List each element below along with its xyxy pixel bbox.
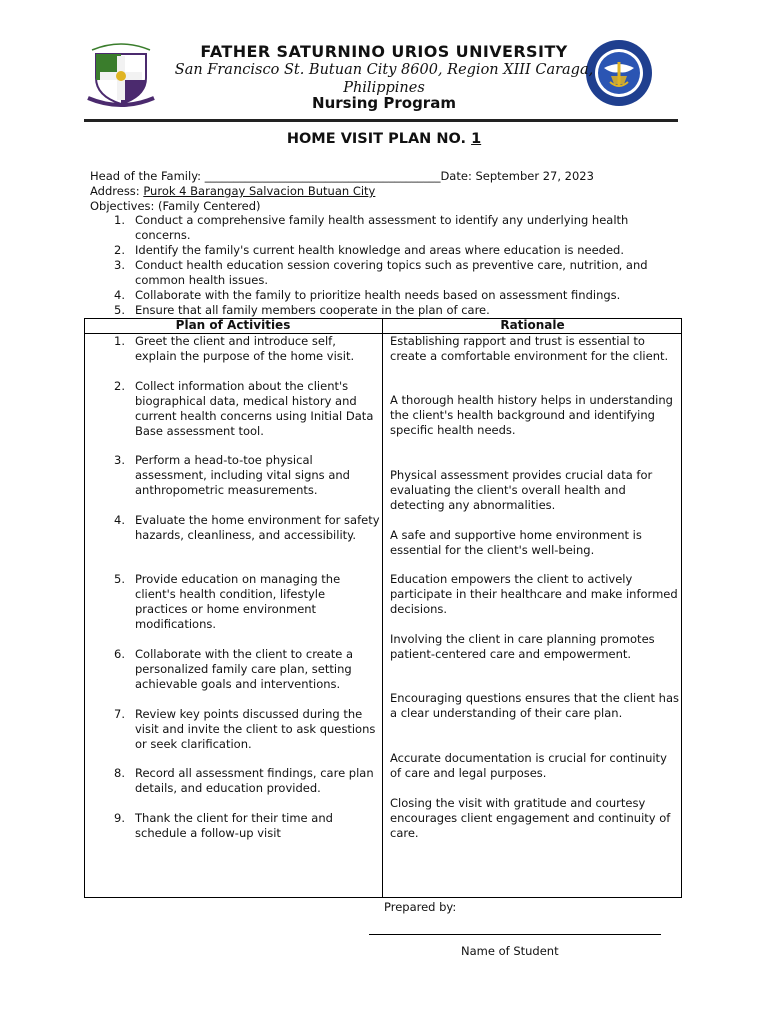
page-title bbox=[0, 131, 768, 147]
objectives-list bbox=[90, 213, 690, 318]
activity-item: 5. Provide education on managing the client's health condition, lifestyle practices or home environment modifications. bbox=[114, 572, 341, 631]
rationale-item: Education empowers the client to actively participate in their healthcare and make informed decisions. bbox=[390, 572, 678, 616]
student-name-label: Name of Student bbox=[461, 944, 559, 958]
address-line-1: San Francisco St. Butuan City 8600, Region XIII Caraga, bbox=[174, 62, 594, 78]
address-line-2: Philippines bbox=[343, 80, 425, 96]
address-value: Purok 4 Barangay Salvacion Butuan City bbox=[143, 184, 376, 198]
activity-item: 4. Evaluate the home environment for safety hazards, cleanliness, and accessibility. bbox=[114, 513, 380, 542]
objective-item: 3. Conduct health education session covering topics such as preventive care, nutrition, and common health issues. bbox=[114, 258, 648, 287]
header-divider bbox=[84, 119, 678, 122]
rationale-item: Accurate documentation is crucial for continuity of care and legal purposes. bbox=[390, 751, 667, 780]
objective-item: 4. Collaborate with the family to prioritize health needs based on assessment findings. bbox=[114, 288, 621, 302]
rationale-item: Physical assessment provides crucial data for evaluating the client's overall health and detecting any abnormalities. bbox=[390, 468, 653, 512]
objective-item: 2. Identify the family's current health knowledge and areas where education is needed. bbox=[114, 243, 624, 257]
table-column-divider bbox=[382, 318, 383, 898]
head-of-family-line bbox=[90, 169, 594, 183]
head-label: Head of the Family: bbox=[90, 169, 205, 183]
rationale-item: A thorough health history helps in understanding the client's health background and identifying specific health needs. bbox=[390, 393, 673, 437]
prepared-by-label: Prepared by: bbox=[384, 900, 457, 914]
activity-item: 6. Collaborate with the client to create a personalized family care plan, setting achievable goals and interventions. bbox=[114, 647, 354, 691]
rationale-item: A safe and supportive home environment is essential for the client's well-being. bbox=[390, 528, 642, 557]
activity-item: 2. Collect information about the client's biographical data, medical history and current health concerns using Initial Data Base assessment tool. bbox=[114, 379, 374, 438]
university-name: FATHER SATURNINO URIOS UNIVERSITY bbox=[200, 42, 568, 61]
objective-item: 1. Conduct a comprehensive family health assessment to identify any underlying health concerns. bbox=[114, 213, 629, 242]
rationale-item: Encouraging questions ensures that the client has a clear understanding of their care plan. bbox=[390, 691, 679, 720]
column-header-rationale: Rationale bbox=[500, 318, 565, 332]
date-value: September 27, 2023 bbox=[475, 169, 594, 183]
activity-item: 9. Thank the client for their time and schedule a follow-up visit bbox=[114, 811, 333, 840]
rationale-item: Establishing rapport and trust is essential to create a comfortable environment for the client. bbox=[390, 334, 669, 363]
address-label: Address: bbox=[90, 184, 144, 198]
program-name: Nursing Program bbox=[312, 94, 456, 112]
head-blank: _________________________________________ bbox=[204, 169, 441, 183]
address-line bbox=[90, 184, 375, 198]
rationale-item: Closing the visit with gratitude and courtesy encourages client engagement and continuity of care. bbox=[390, 796, 671, 840]
activity-item: 8. Record all assessment findings, care plan details, and education provided. bbox=[114, 766, 374, 795]
activity-item: 7. Review key points discussed during the visit and invite the client to ask questions or seek clarification. bbox=[114, 707, 376, 751]
signature-line bbox=[369, 934, 661, 935]
title-prefix: HOME VISIT PLAN NO. bbox=[286, 131, 472, 147]
activity-item: 1. Greet the client and introduce self, explain the purpose of the home visit. bbox=[114, 334, 355, 363]
objective-item: 5. Ensure that all family members cooperate in the plan of care. bbox=[114, 303, 490, 317]
activity-item: 3. Perform a head-to-toe physical assessment, including vital signs and anthropometric measurements. bbox=[114, 453, 350, 497]
plan-number: 1 bbox=[471, 131, 482, 147]
column-header-activities: Plan of Activities bbox=[175, 318, 291, 332]
date-label: Date: bbox=[440, 169, 476, 183]
rationale-item: Involving the client in care planning promotes patient-centered care and empowerment. bbox=[390, 632, 655, 661]
objectives-label: Objectives: (Family Centered) bbox=[90, 199, 261, 213]
